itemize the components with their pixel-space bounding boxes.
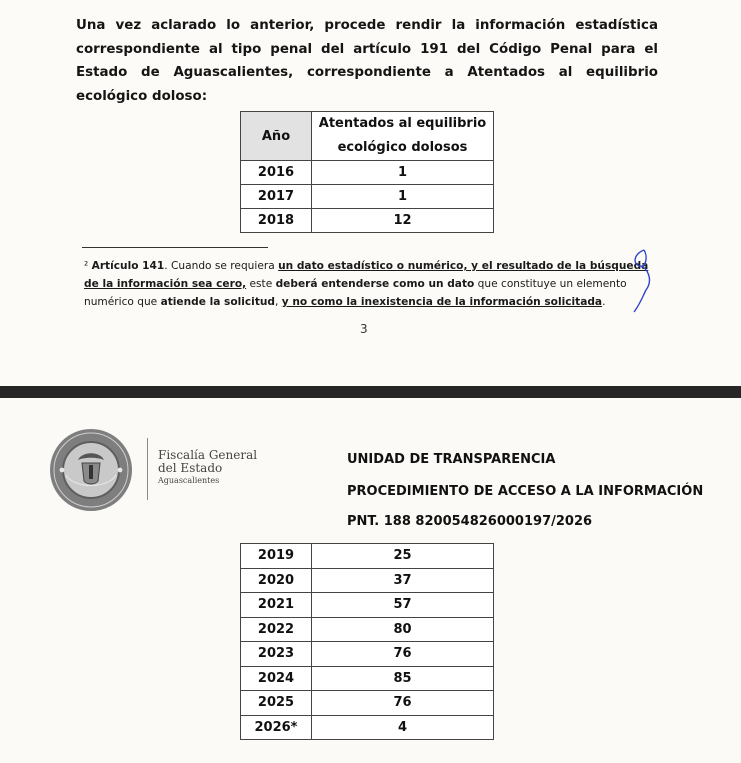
statistics-table-2016-2018 xyxy=(240,111,494,233)
table-row xyxy=(241,691,494,716)
footnote-text: , xyxy=(275,296,282,308)
value-cell: 57 xyxy=(312,593,494,618)
value-cell: 37 xyxy=(312,568,494,593)
org-line-3: Aguascalientes xyxy=(158,476,220,485)
footnote-underlined-1: un dato estadístico o numérico, y el resultado de la búsqueda de la información sea cero, xyxy=(84,260,649,290)
header-value: Atentados al equilibrio ecológico dolosos xyxy=(312,112,494,161)
footnote-text: . xyxy=(602,296,606,308)
table-row xyxy=(241,642,494,667)
year-cell: 2016 xyxy=(241,161,312,185)
page-number: 3 xyxy=(360,322,368,336)
year-cell: 2023 xyxy=(241,642,312,667)
intro-paragraph: Una vez aclarado lo anterior, procede rendir la información estadística correspondiente al tipo penal del artículo 191 del Código Penal para el Estado de Aguascalientes, correspondiente a Atentados al equilibrio ecológico doloso: xyxy=(76,18,658,104)
year-cell: 2020 xyxy=(241,568,312,593)
table-row xyxy=(241,209,494,233)
value-cell: 1 xyxy=(312,161,494,185)
value-cell: 25 xyxy=(312,544,494,569)
org-line-1: Fiscalía General xyxy=(158,448,258,462)
value-cell: 76 xyxy=(312,691,494,716)
table-row xyxy=(241,185,494,209)
table-row xyxy=(241,593,494,618)
value-cell: 4 xyxy=(312,715,494,740)
procedure-heading: PROCEDIMIENTO DE ACCESO A LA INFORMACIÓN xyxy=(347,484,704,499)
header-year: Año xyxy=(241,112,312,161)
footnote-article-ref: Artículo 141 xyxy=(91,260,165,272)
table-row xyxy=(241,544,494,569)
year-cell: 2021 xyxy=(241,593,312,618)
table-row xyxy=(241,617,494,642)
year-cell: 2024 xyxy=(241,666,312,691)
org-line-2: del Estado xyxy=(158,461,223,475)
table-row xyxy=(241,161,494,185)
year-cell: 2018 xyxy=(241,209,312,233)
unit-heading: UNIDAD DE TRANSPARENCIA xyxy=(347,452,556,467)
organization-name xyxy=(158,449,257,486)
page-divider xyxy=(0,386,741,398)
footnote-separator xyxy=(82,247,268,248)
value-cell: 80 xyxy=(312,617,494,642)
table-row xyxy=(241,715,494,740)
handwritten-signature-mark xyxy=(628,246,658,316)
value-cell: 76 xyxy=(312,642,494,667)
footnote-marker: ² xyxy=(84,260,89,272)
value-cell: 12 xyxy=(312,209,494,233)
year-cell: 2026* xyxy=(241,715,312,740)
value-cell: 85 xyxy=(312,666,494,691)
header-vertical-rule xyxy=(147,438,148,500)
footnote-bold-1: deberá entenderse como un dato xyxy=(275,278,475,290)
year-cell: 2017 xyxy=(241,185,312,209)
footnote-text: que constituye un elemento numérico que xyxy=(84,278,627,308)
table-row xyxy=(241,568,494,593)
statistics-table-2019-2026 xyxy=(240,543,494,740)
table-row xyxy=(241,666,494,691)
year-cell: 2025 xyxy=(241,691,312,716)
year-cell: 2019 xyxy=(241,544,312,569)
footnote-text: . Cuando se requiera xyxy=(164,260,279,272)
footnote-underlined-2: y no como la inexistencia de la información solicitada xyxy=(281,296,603,308)
footnote xyxy=(84,257,656,311)
value-cell: 1 xyxy=(312,185,494,209)
request-number: PNT. 188 820054826000197/2026 xyxy=(347,514,593,529)
year-cell: 2022 xyxy=(241,617,312,642)
footnote-text: este xyxy=(246,278,276,290)
fiscalia-seal-logo xyxy=(48,427,134,513)
table-header-row xyxy=(241,112,494,161)
footnote-bold-2: atiende la solicitud xyxy=(160,296,276,308)
